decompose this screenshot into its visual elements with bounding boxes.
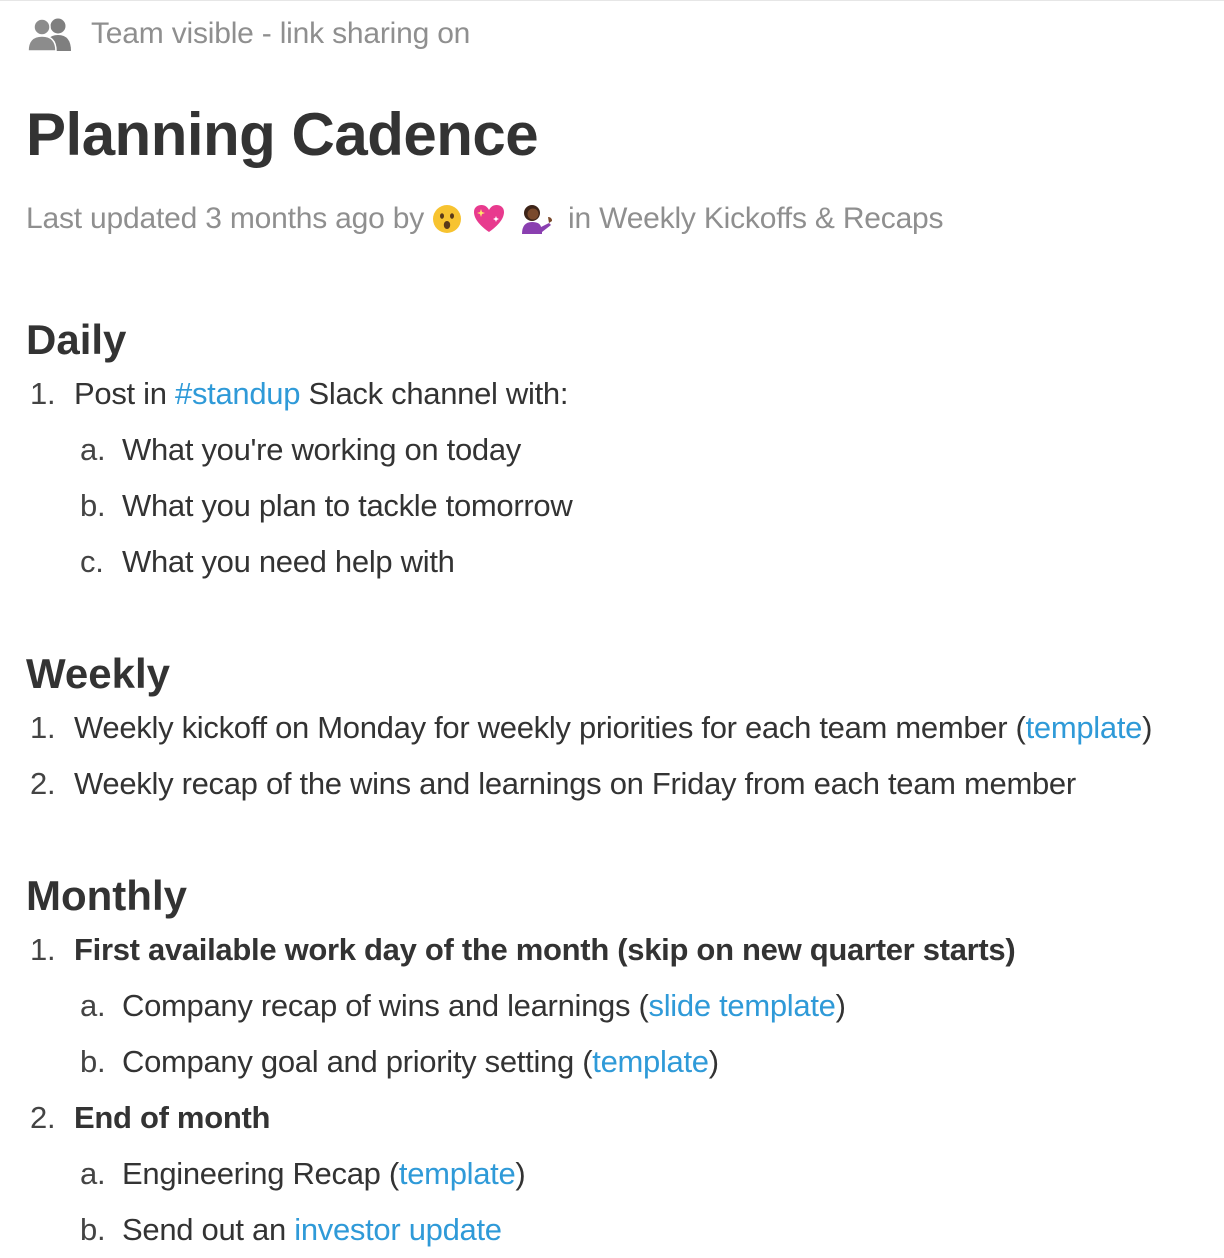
list-text-part: Company goal and priority setting (	[122, 1044, 593, 1079]
visibility-status[interactable]	[27, 12, 470, 56]
list-item	[26, 700, 1153, 756]
top-divider	[0, 0, 1224, 1]
weekly-section	[26, 648, 1153, 812]
last-updated-text: Last updated 3 months ago by	[26, 202, 425, 235]
slide-template-link[interactable]: slide template	[648, 988, 836, 1023]
list-letter: c.	[80, 544, 104, 579]
list-text	[74, 700, 1152, 756]
list-text	[122, 1146, 525, 1202]
tipping-hand-person-emoji-icon[interactable]	[518, 203, 554, 235]
daily-section	[26, 314, 573, 590]
daily-list	[26, 366, 573, 590]
list-text: Weekly recap of the wins and learnings on Friday from each team member	[74, 766, 1076, 801]
list-number: 2.	[30, 766, 56, 801]
list-text: What you're working on today	[122, 432, 522, 467]
list-number: 1.	[30, 710, 56, 745]
list-text: What you plan to tackle tomorrow	[122, 488, 573, 523]
sub-list-item	[26, 1202, 502, 1258]
team-icon	[27, 16, 73, 52]
list-text: First available work day of the month (skip on new quarter starts)	[74, 932, 1016, 967]
list-text-part: )	[835, 988, 846, 1023]
standup-channel-link[interactable]: #standup	[175, 376, 301, 411]
sub-list-item	[26, 1034, 719, 1090]
goal-template-link[interactable]: template	[592, 1044, 709, 1079]
list-text-part: Post in	[74, 376, 167, 411]
list-number: 2.	[30, 1100, 56, 1135]
weekly-list	[26, 700, 1153, 812]
list-text	[122, 1202, 502, 1258]
daily-heading: Daily	[26, 316, 127, 363]
list-letter: b.	[80, 488, 106, 523]
engineering-recap-template-link[interactable]: template	[398, 1156, 516, 1191]
list-text: What you need help with	[122, 544, 455, 579]
list-item	[26, 756, 1076, 812]
monthly-section	[26, 870, 1016, 1258]
list-letter: a.	[80, 988, 106, 1023]
list-text-part: Engineering Recap (	[122, 1156, 399, 1191]
weekly-heading: Weekly	[26, 650, 170, 697]
list-text-part: )	[1142, 710, 1153, 745]
weekly-kickoff-template-link[interactable]: template	[1025, 710, 1143, 745]
list-letter: a.	[80, 1156, 106, 1191]
visibility-text: Team visible - link sharing on	[91, 17, 471, 50]
list-text-part: )	[515, 1156, 526, 1191]
list-item	[26, 366, 569, 422]
list-text	[74, 366, 568, 422]
list-text	[122, 1034, 719, 1090]
list-item	[26, 1090, 271, 1146]
list-item	[26, 922, 1016, 978]
sub-list-item	[26, 978, 846, 1034]
list-letter: b.	[80, 1212, 106, 1247]
monthly-list	[26, 922, 1016, 1258]
sub-list-item	[26, 1146, 526, 1202]
investor-update-link[interactable]: investor update	[294, 1212, 502, 1247]
monthly-heading: Monthly	[26, 872, 187, 919]
sub-list-item	[26, 422, 522, 478]
list-text: End of month	[74, 1100, 271, 1135]
page-title: Planning Cadence	[26, 101, 539, 168]
list-text-part: Weekly kickoff on Monday for weekly priorities for each team member (	[74, 710, 1026, 745]
list-text-part: Send out an	[122, 1212, 286, 1247]
list-number: 1.	[30, 376, 56, 411]
sparkling-heart-emoji-icon[interactable]	[472, 203, 506, 235]
list-text-part: Company recap of wins and learnings (	[122, 988, 649, 1023]
list-letter: b.	[80, 1044, 106, 1079]
list-letter: a.	[80, 432, 106, 467]
last-updated-meta	[26, 196, 943, 242]
list-text-part: )	[708, 1044, 719, 1079]
sub-list-item	[26, 534, 455, 590]
sub-list-item	[26, 478, 573, 534]
list-text-part: Slack channel with:	[308, 376, 569, 411]
hushed-face-emoji-icon[interactable]	[432, 204, 462, 234]
list-text	[122, 978, 846, 1034]
folder-link[interactable]: in Weekly Kickoffs & Recaps	[568, 202, 944, 235]
list-number: 1.	[30, 932, 56, 967]
